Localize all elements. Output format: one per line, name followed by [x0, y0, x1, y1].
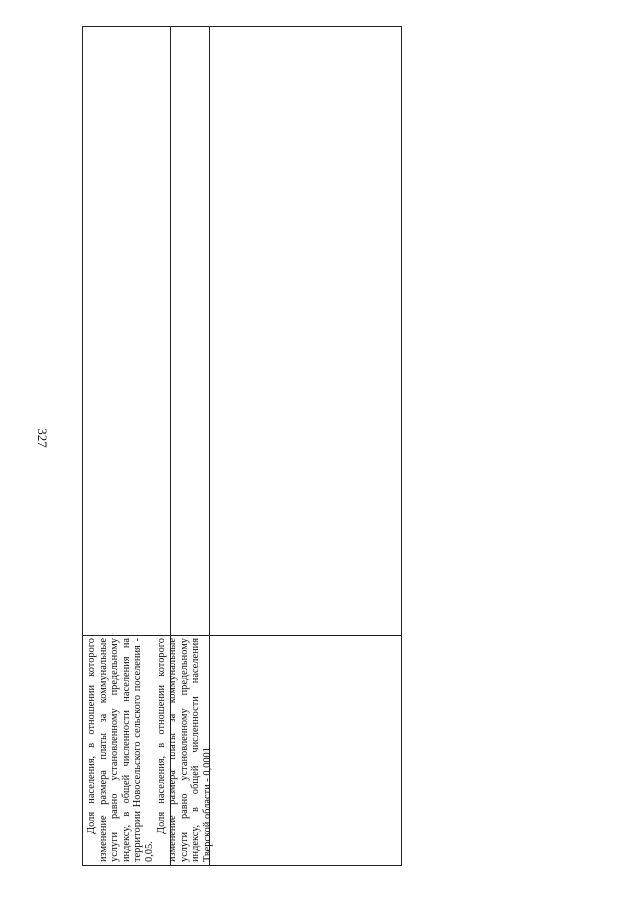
share-settlement-text: Доля населения, в отношении которого изменение размера платы за коммунальные услуги равно установленному предельному индексу, в общей численности населения на территории Новосельского сельского поселения - 0,05.	[86, 638, 155, 862]
divider-top	[82, 26, 83, 866]
column-divider-main	[209, 26, 210, 636]
share-region-text: Доля населения, в отношении которого изменение размера платы за коммунальные услуги равно установленному предельному индексу, в общей численности населения Тверской области - 0,0001	[155, 638, 213, 862]
page-number: 327	[35, 428, 50, 448]
row-divider	[82, 635, 402, 636]
previous-row-text	[86, 638, 214, 862]
rotated-table	[82, 26, 402, 866]
